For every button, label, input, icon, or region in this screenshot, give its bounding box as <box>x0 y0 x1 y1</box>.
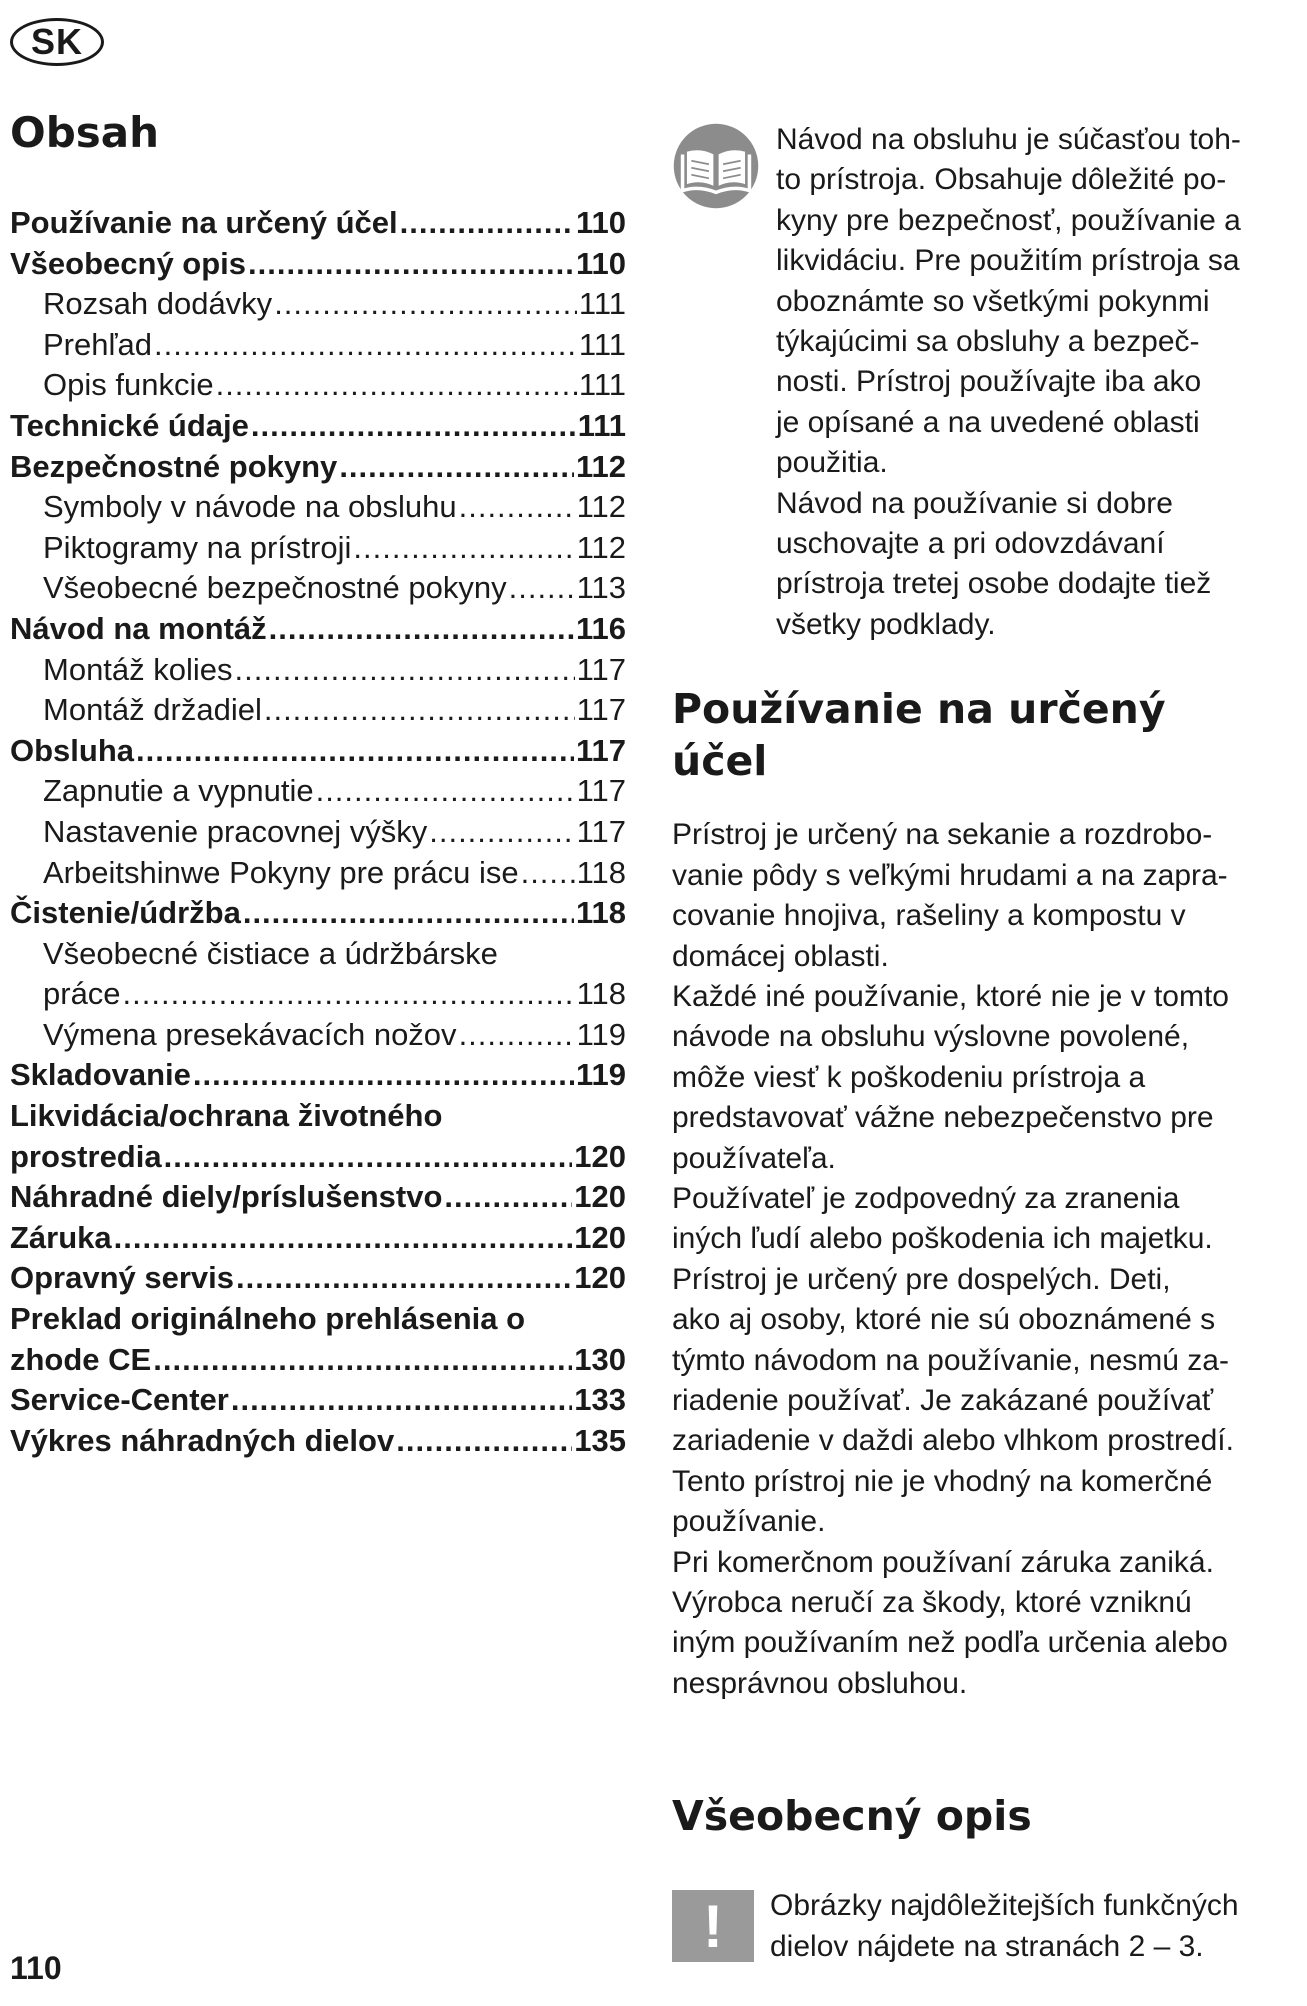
toc-entry-page: 120 <box>574 1179 626 1215</box>
toc-entry[interactable] <box>10 1015 626 1056</box>
toc-entry-page: 130 <box>574 1341 626 1377</box>
toc-entry-label: Výkres náhradných dielov <box>10 1422 395 1458</box>
toc-entry-label: Záruka <box>10 1219 112 1255</box>
body-line: návode na obsluhu výslovne povolené, <box>672 1020 1190 1054</box>
toc-entry[interactable] <box>10 203 626 244</box>
toc-entry[interactable] <box>10 406 626 447</box>
toc-entry-label: Montáž kolies <box>43 651 233 687</box>
toc-entry-page: 118 <box>576 976 626 1012</box>
toc-entry-page: 112 <box>576 489 626 525</box>
toc-entry-label-line: Všeobecné čistiace a údržbárske <box>43 935 498 971</box>
body-line: zariadenie v daždi alebo vlhkom prostredí. <box>672 1424 1234 1458</box>
section-use-heading: Používanie na určený <box>672 685 1166 734</box>
body-line: Pri komerčnom používaní záruka zaniká. <box>672 1545 1214 1579</box>
toc-leader-dots <box>216 365 577 406</box>
body-line: domácej oblasti. <box>672 939 889 973</box>
toc-entry-page: 120 <box>574 1219 626 1255</box>
toc-entry-page: 118 <box>575 895 626 931</box>
intro-text <box>776 120 1302 645</box>
toc-entry-label: Výmena presekávacích nožov <box>43 1016 457 1052</box>
toc-entry-page: 117 <box>575 732 626 768</box>
toc-entry-page: 120 <box>574 1138 626 1174</box>
toc-leader-dots <box>400 203 574 244</box>
body-line: Každé iné používanie, ktoré nie je v tomto <box>672 979 1229 1013</box>
toc-entry-page: 113 <box>576 570 626 606</box>
body-line: Tento prístroj nie je vhodný na komerčné <box>672 1464 1213 1498</box>
toc-entry[interactable] <box>10 974 626 1015</box>
toc-entry-label: Nastavenie pracovnej výšky <box>43 813 428 849</box>
toc-entry-page: 119 <box>575 1057 626 1093</box>
intro-line: to prístroja. Obsahuje dôležité po- <box>776 163 1227 197</box>
toc-entry-label: Všeobecný opis <box>10 245 247 281</box>
table-of-contents <box>10 108 626 1461</box>
toc-leader-dots <box>459 1015 575 1056</box>
toc-entry-label: Všeobecné bezpečnostné pokyny <box>43 570 507 606</box>
toc-leader-dots <box>444 1177 572 1218</box>
toc-leader-dots <box>114 1218 573 1259</box>
intro-line: všetky podklady. <box>776 607 996 641</box>
intro-line: kyny pre bezpečnosť, používanie a <box>776 203 1241 237</box>
toc-entry[interactable] <box>10 568 626 609</box>
body-line: používateľa. <box>672 1141 836 1175</box>
toc-entry[interactable] <box>10 893 626 934</box>
toc-entry-page: 110 <box>575 205 626 240</box>
toc-entry-page: 111 <box>578 367 626 403</box>
toc-entry-label: Obsluha <box>10 732 135 768</box>
toc-leader-dots <box>243 893 574 934</box>
toc-leader-dots <box>235 650 575 691</box>
toc-entry[interactable] <box>10 1055 626 1096</box>
toc-entry-label: Bezpečnostné pokyny <box>10 448 338 484</box>
toc-leader-dots <box>193 1055 574 1096</box>
toc-entry-page: 112 <box>576 529 626 565</box>
book-icon <box>672 122 760 210</box>
toc-entry-label: Zapnutie a vypnutie <box>43 773 314 809</box>
intro-block <box>672 120 1302 645</box>
toc-entry-label: zhode CE <box>10 1341 152 1377</box>
intro-line: prístroja tretej osobe dodajte tiež <box>776 567 1212 601</box>
toc-entry[interactable] <box>10 365 626 406</box>
body-line: predstavovať vážne nebezpečenstvo pre <box>672 1101 1214 1135</box>
body-line: vanie pôdy s veľkými hrudami a na zapra- <box>672 858 1228 892</box>
toc-entry[interactable] <box>10 1258 626 1299</box>
toc-entry[interactable] <box>10 609 626 650</box>
toc-entry[interactable] <box>10 284 626 325</box>
toc-entry-label: Piktogramy na prístroji <box>43 529 352 565</box>
body-line: Používateľ je zodpovedný za zranenia <box>672 1181 1180 1215</box>
toc-entry-page: 116 <box>575 610 626 646</box>
toc-entry-page: 112 <box>575 448 626 484</box>
toc-leader-dots <box>231 1380 572 1421</box>
section-use-body <box>672 815 1302 1704</box>
toc-entry-label-line: Preklad originálneho prehlásenia o <box>10 1301 526 1337</box>
intro-line: použitia. <box>776 446 888 480</box>
toc-entry[interactable] <box>10 1340 626 1381</box>
toc-leader-dots <box>154 325 577 366</box>
note-block <box>672 1886 1302 1967</box>
body-line: Prístroj je určený na sekanie a rozdrobo- <box>672 818 1213 852</box>
toc-entry-page: 120 <box>574 1260 626 1296</box>
toc-entry-label-line: Likvidácia/ochrana životného <box>10 1098 443 1134</box>
body-line: covanie hnojiva, rašeliny a kompostu v <box>672 899 1186 933</box>
toc-entry-page: 110 <box>575 245 626 281</box>
body-line: používanie. <box>672 1505 826 1539</box>
toc-leader-dots <box>136 731 574 772</box>
toc-entry-label: Arbeitshinwe Pokyny pre prácu ise <box>43 854 519 890</box>
toc-leader-dots <box>274 284 577 325</box>
body-line: riadenie používať. Je zakázané používať <box>672 1383 1214 1417</box>
intro-line: je opísané a na uvedené oblasti <box>776 405 1200 439</box>
toc-entry[interactable] <box>10 1380 626 1421</box>
toc-entry-label: práce <box>43 976 121 1012</box>
note-text <box>770 1886 1239 1967</box>
toc-entry[interactable] <box>10 731 626 772</box>
toc-entry-label: prostredia <box>10 1138 162 1174</box>
toc-leader-dots <box>429 812 574 853</box>
toc-entry-label: Opravný servis <box>10 1260 235 1296</box>
toc-entry[interactable] <box>10 853 626 894</box>
toc-leader-dots <box>236 1258 572 1299</box>
toc-leader-dots <box>264 690 575 731</box>
body-line: Prístroj je určený pre dospelých. Deti, <box>672 1262 1171 1296</box>
toc-leader-dots <box>248 244 574 285</box>
toc-list <box>10 203 626 1461</box>
toc-leader-dots <box>339 447 574 488</box>
toc-entry-page: 111 <box>578 286 626 322</box>
right-column <box>672 120 1302 1967</box>
exclamation-icon: ! <box>672 1890 754 1962</box>
toc-entry[interactable] <box>10 244 626 285</box>
toc-leader-dots <box>396 1421 572 1462</box>
note-line: dielov nájdete na stranách 2 – 3. <box>770 1929 1204 1963</box>
body-line: môže viesť k poškodeniu prístroja a <box>672 1060 1146 1094</box>
toc-entry[interactable] <box>10 447 626 488</box>
toc-entry-page: 117 <box>576 692 626 728</box>
intro-line: týkajúcimi sa obsluhy a bezpeč- <box>776 325 1200 359</box>
intro-line: Návod na obsluhu je súčasťou toh- <box>776 123 1241 156</box>
section-general-heading: Všeobecný opis <box>672 1792 1032 1841</box>
toc-entry-label: Montáž držadiel <box>43 692 262 728</box>
toc-leader-dots <box>353 528 574 569</box>
toc-entry[interactable] <box>10 1421 626 1462</box>
body-line: iných ľudí alebo poškodenia ich majetku. <box>672 1222 1213 1256</box>
toc-entry-label: Čistenie/údržba <box>10 895 241 931</box>
toc-entry-page: 111 <box>577 407 626 443</box>
toc-leader-dots <box>164 1137 573 1178</box>
toc-entry[interactable] <box>10 1218 626 1259</box>
intro-line: Návod na používanie si dobre <box>776 486 1173 520</box>
toc-entry-label: Používanie na určený účel <box>10 205 398 240</box>
toc-entry[interactable] <box>10 1177 626 1218</box>
body-line: týmto návodom na používanie, nesmú za- <box>672 1343 1229 1377</box>
intro-line: uschovajte a pri odovzdávaní <box>776 527 1165 561</box>
body-line: ako aj osoby, ktoré nie sú oboznámené s <box>672 1303 1216 1337</box>
intro-line: nosti. Prístroj používajte iba ako <box>776 365 1202 399</box>
toc-entry[interactable] <box>10 812 626 853</box>
toc-entry[interactable] <box>10 528 626 569</box>
toc-entry-page: 119 <box>576 1016 626 1052</box>
toc-entry[interactable] <box>10 1137 626 1178</box>
toc-entry-label: Prehľad <box>43 326 152 362</box>
body-line: nesprávnou obsluhou. <box>672 1666 968 1700</box>
toc-leader-dots <box>123 974 575 1015</box>
toc-entry-page: 133 <box>574 1382 626 1418</box>
intro-line: oboznámte so všetkými pokynmi <box>776 284 1210 318</box>
toc-leader-dots <box>509 568 575 609</box>
page-number: 110 <box>10 1950 62 1986</box>
toc-entry-label: Technické údaje <box>10 407 249 443</box>
language-badge: SK <box>10 18 104 66</box>
toc-entry-label: Náhradné diely/príslušenstvo <box>10 1179 443 1215</box>
toc-leader-dots <box>521 853 575 894</box>
toc-entry-page: 118 <box>576 854 626 890</box>
toc-entry-page: 117 <box>576 651 626 687</box>
body-line: Výrobca neručí za škody, ktoré vzniknú <box>672 1586 1192 1619</box>
toc-entry[interactable] <box>10 690 626 731</box>
toc-entry-page: 117 <box>576 773 626 809</box>
note-line: Obrázky najdôležitejších funkčných <box>770 1889 1239 1923</box>
toc-entry-page: 135 <box>574 1422 626 1458</box>
toc-leader-dots <box>459 487 575 528</box>
toc-entry-label: Symboly v návode na obsluhu <box>43 489 457 525</box>
toc-entry-label: Opis funkcie <box>43 367 214 403</box>
toc-entry[interactable] <box>10 325 626 366</box>
toc-entry-label: Rozsah dodávky <box>43 286 273 322</box>
toc-entry-page: 111 <box>578 326 626 362</box>
body-line: iným používaním než podľa určenia alebo <box>672 1626 1228 1660</box>
toc-leader-dots <box>269 609 574 650</box>
section-use-heading: účel <box>672 737 768 786</box>
toc-leader-dots <box>251 406 576 447</box>
toc-leader-dots <box>316 771 575 812</box>
intro-line: likvidáciu. Pre použitím prístroja sa <box>776 244 1240 278</box>
toc-entry[interactable] <box>10 650 626 691</box>
toc-entry-label: Návod na montáž <box>10 610 267 646</box>
toc-entry[interactable] <box>10 487 626 528</box>
toc-leader-dots <box>153 1340 572 1381</box>
toc-entry[interactable] <box>10 771 626 812</box>
toc-title: Obsah <box>10 108 160 157</box>
toc-entry-page: 117 <box>576 813 626 849</box>
toc-entry-label: Service-Center <box>10 1382 229 1418</box>
toc-entry-label: Skladovanie <box>10 1057 191 1093</box>
